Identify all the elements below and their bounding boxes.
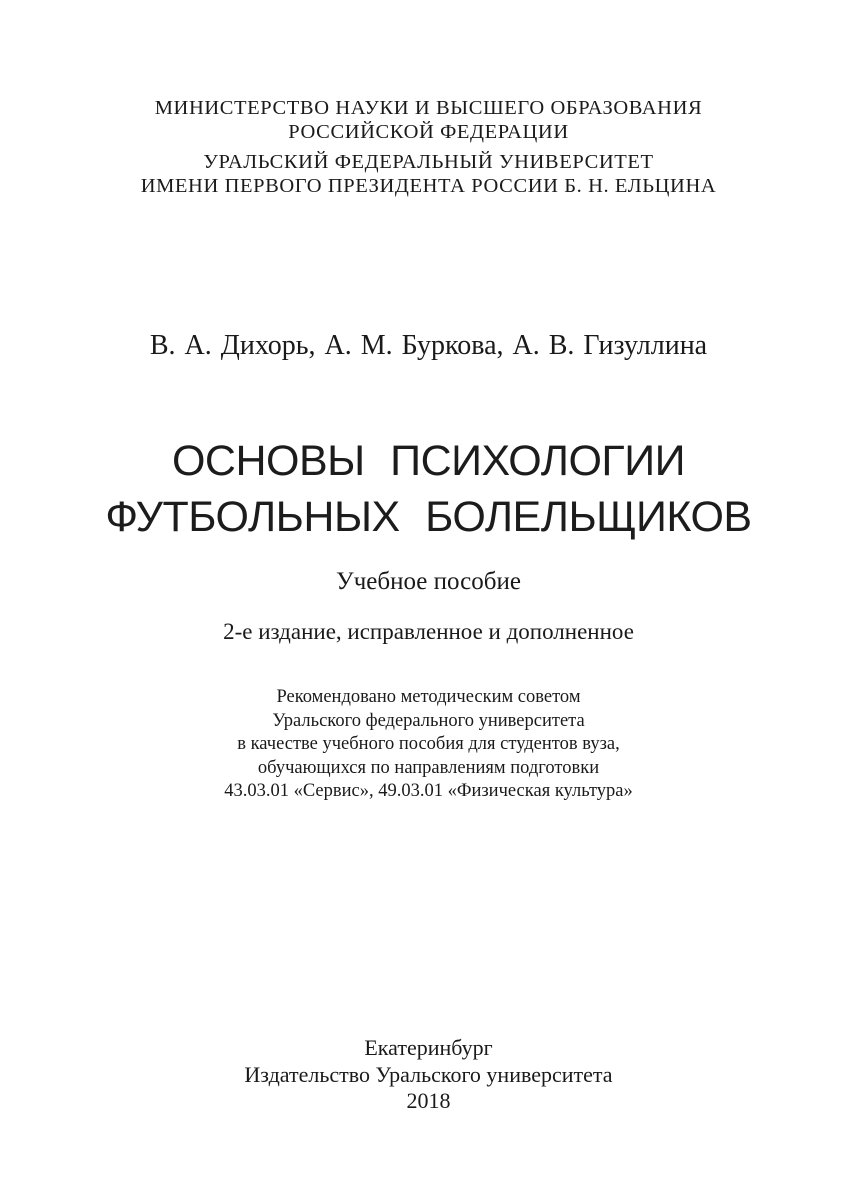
- imprint-city: Екатеринбург: [364, 1035, 493, 1060]
- authors: В. А. Дихорь, А. М. Буркова, А. В. Гизуллина: [149, 330, 708, 361]
- imprint-publisher: Издательство Уральского университета: [244, 1061, 613, 1087]
- ministry-header: [0, 96, 857, 144]
- imprint-year: 2018: [406, 1088, 451, 1113]
- ministry-line-2: РОССИЙСКОЙ ФЕДЕРАЦИИ: [288, 121, 569, 143]
- edition-note: 2-е издание, исправленное и дополненное: [223, 619, 634, 644]
- university-line-2: ИМЕНИ ПЕРВОГО ПРЕЗИДЕНТА РОССИИ Б. Н. ЕЛЬЦИНА: [140, 175, 717, 197]
- recommendation-line-5: 43.03.01 «Сервис», 49.03.01 «Физическая культура»: [224, 781, 633, 801]
- recommendation-line-4: обучающихся по направлениям подготовки: [257, 757, 600, 778]
- university-header: [0, 150, 857, 198]
- book-title: [0, 433, 857, 545]
- university-line-1: УРАЛЬСКИЙ ФЕДЕРАЛЬНЫЙ УНИВЕРСИТЕТ: [203, 151, 654, 173]
- recommendation-line-2: Уральского федерального университета: [272, 710, 585, 731]
- book-title-line-2: ФУТБОЛЬНЫХ БОЛЕЛЬЩИКОВ: [105, 493, 752, 541]
- book-subtitle: Учебное пособие: [336, 568, 521, 595]
- book-title-line-1: ОСНОВЫ ПСИХОЛОГИИ: [171, 437, 686, 485]
- recommendation-note: [0, 686, 857, 804]
- imprint: [0, 1035, 857, 1115]
- recommendation-line-3: в качестве учебного пособия для студентов вуза,: [237, 734, 620, 754]
- ministry-line-1: МИНИСТЕРСТВО НАУКИ И ВЫСШЕГО ОБРАЗОВАНИЯ: [154, 97, 703, 119]
- recommendation-line-1: Рекомендовано методическим советом: [276, 687, 581, 707]
